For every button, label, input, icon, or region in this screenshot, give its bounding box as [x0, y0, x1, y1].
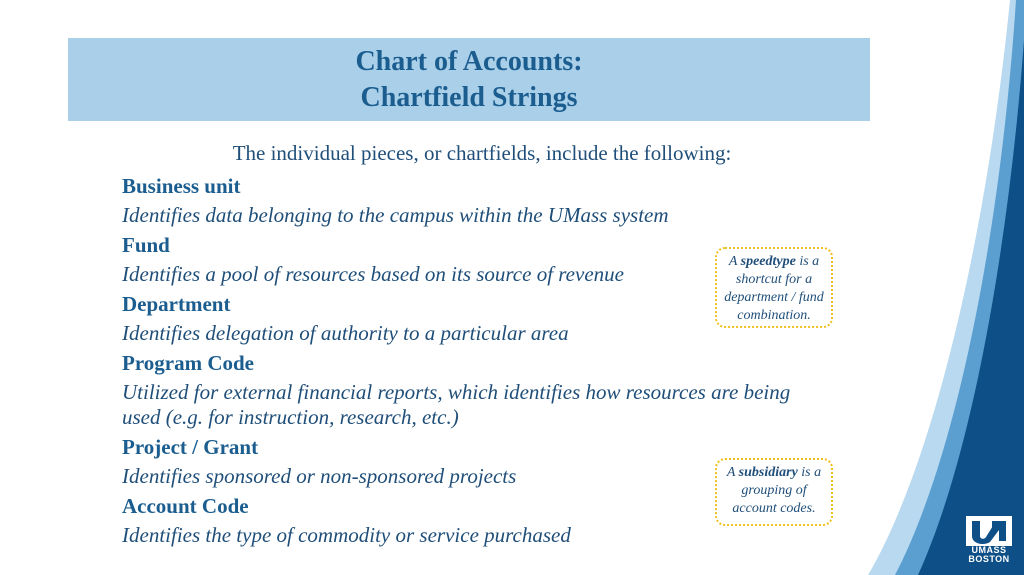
- page-title: [68, 44, 870, 116]
- chartfield-description: Identifies sponsored or non-sponsored projects: [122, 464, 517, 488]
- callout-prefix: A: [728, 254, 741, 269]
- chartfield-item-business-unit: [122, 173, 822, 228]
- chartfield-heading: Program Code: [122, 351, 254, 375]
- logo-text-umass: UMASS: [971, 545, 1007, 555]
- page-title-line-1: Chart of Accounts:: [355, 46, 583, 77]
- chartfield-description: Identifies data belonging to the campus within the UMass system: [122, 203, 669, 227]
- chartfield-description: Identifies delegation of authority to a particular area: [122, 321, 569, 345]
- chartfield-heading: Business unit: [122, 174, 241, 198]
- chartfield-description: Utilized for external financial reports, which identifies how resources are being used (e.g. for instruction, research, etc.): [122, 380, 791, 429]
- intro-text: The individual pieces, or chartfields, include the following:: [232, 141, 732, 165]
- chartfield-heading: Project / Grant: [122, 435, 259, 459]
- chartfield-description: Identifies a pool of resources based on its source of revenue: [122, 262, 624, 286]
- logo-text-boston: BOSTON: [968, 554, 1010, 564]
- page-title-line-2: Chartfield Strings: [360, 82, 578, 113]
- callout-term: subsidiary: [738, 465, 798, 480]
- callout-prefix: A: [726, 465, 739, 480]
- chartfield-item-program-code: [122, 350, 822, 430]
- umass-boston-logo: [962, 516, 1016, 568]
- callout-term: speedtype: [740, 254, 796, 269]
- callout-suffix: is a grouping of account codes.: [732, 465, 822, 516]
- subsidiary-callout: [715, 458, 833, 526]
- chartfield-description: Identifies the type of commodity or service purchased: [122, 523, 571, 547]
- callout-suffix: is a shortcut for a department / fund combination.: [724, 254, 824, 323]
- speedtype-callout: [715, 247, 833, 328]
- chartfield-heading: Account Code: [122, 494, 249, 518]
- umass-boston-logo-icon: [966, 516, 1012, 546]
- chartfield-heading: Department: [122, 292, 231, 316]
- chartfield-heading: Fund: [122, 233, 170, 257]
